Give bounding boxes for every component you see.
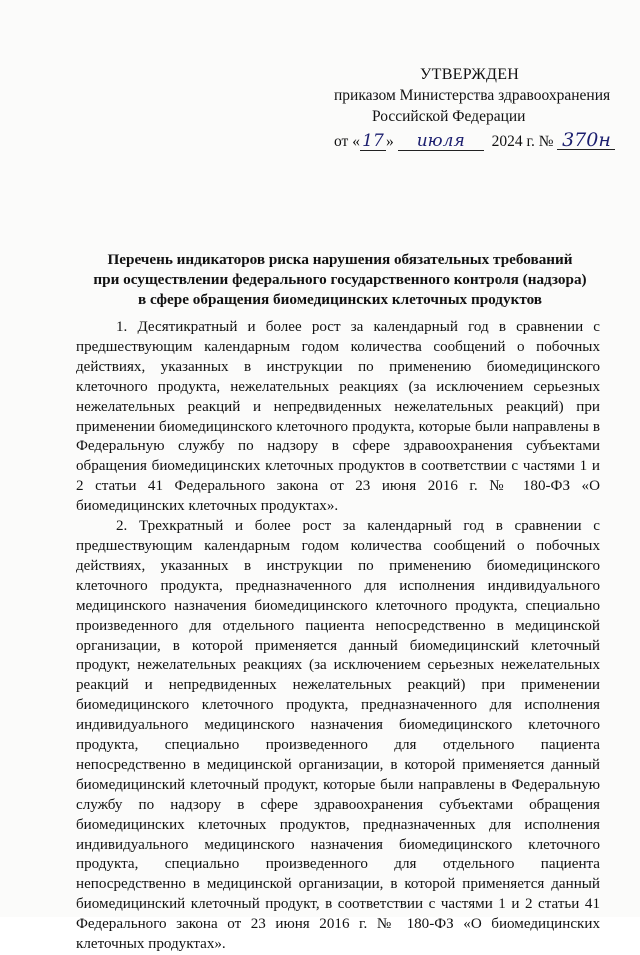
date-prefix: от « [334, 133, 360, 150]
handwritten-day: 17 [360, 132, 386, 151]
approval-heading: УТВЕРЖДЕН [420, 66, 520, 83]
title-line-2: при осуществлении федерального государственного контроля (надзора) [93, 271, 587, 288]
handwritten-month: июля [398, 132, 484, 151]
date-mid: » [385, 133, 394, 150]
approval-line-federation: Российской Федерации [372, 108, 526, 125]
risk-indicator-item-1: 1. Десятикратный и более рост за календарный год в сравнении с предшествующим календарным годом количества сообщений о побочных действиях, указанных в инструкции по применению биомедицинского клеточного продукта, нежелательных реакциях (за исключением серьезных нежелательных реакций и непредвиденных нежелательных реакций) при применении биомедицинского клеточного продукта, которые были направлены в Федеральную службу по надзору в сфере здравоохранения субъектами обращения биомедицинских клеточных продуктов в соответствии с частями 1 и 2 статьи 41 Федерального закона от 23 июня 2016 г. № 180-ФЗ «О биомедицинских клеточных продуктах». [76, 319, 600, 515]
approval-date-line [334, 131, 614, 152]
title-line-1: Перечень индикаторов риска нарушения обязательных требований [107, 251, 573, 268]
approval-line-ministry: приказом Министерства здравоохранения [334, 87, 611, 104]
document-body [76, 318, 600, 955]
risk-indicator-item-2: 2. Трехкратный и более рост за календарный год в сравнении с предшествующим календарным годом количества сообщений о побочных действиях, указанных в инструкции по применению биомедицинского клеточного продукта, предназначенного для исполнения индивидуального медицинского назначения биомедицинского клеточного продукта, специально произведенного для отдельного пациента непосредственно в медицинской организации, в которой применяется данный биомедицинский клеточный продукт, нежелательных реакциях (за исключением серьезных нежелательных реакций и непредвиденных нежелательных реакций) при применении биомедицинского клеточного продукта, предназначенного для исполнения индивидуального медицинского назначения биомедицинского клеточного продукта, специально произведенного для отдельного пациента непосредственно в медицинской организации, в которой применяется данный биомедицинский клеточный продукт, которые были направлены в Федеральную службу по надзору в сфере здравоохранения субъектами обращения биомедицинских клеточных продуктов, предназначенных для исполнения индивидуального медицинского назначения биомедицинского клеточного продукта, специально произведенного для отдельного пациента непосредственно в медицинской организации, в которой применяется данный биомедицинский клеточный продукт, в соответствии с частями 1 и 2 статьи 41 Федерального закона от 23 июня 2016 г. № 180-ФЗ «О биомедицинских клеточных продуктах». [76, 518, 600, 953]
approval-stamp-block [334, 64, 614, 152]
title-line-3: в сфере обращения биомедицинских клеточных продуктов [137, 291, 543, 308]
document-title [76, 250, 604, 310]
date-year: 2024 г. № [491, 133, 554, 150]
handwritten-order-number: 370н [557, 131, 615, 150]
